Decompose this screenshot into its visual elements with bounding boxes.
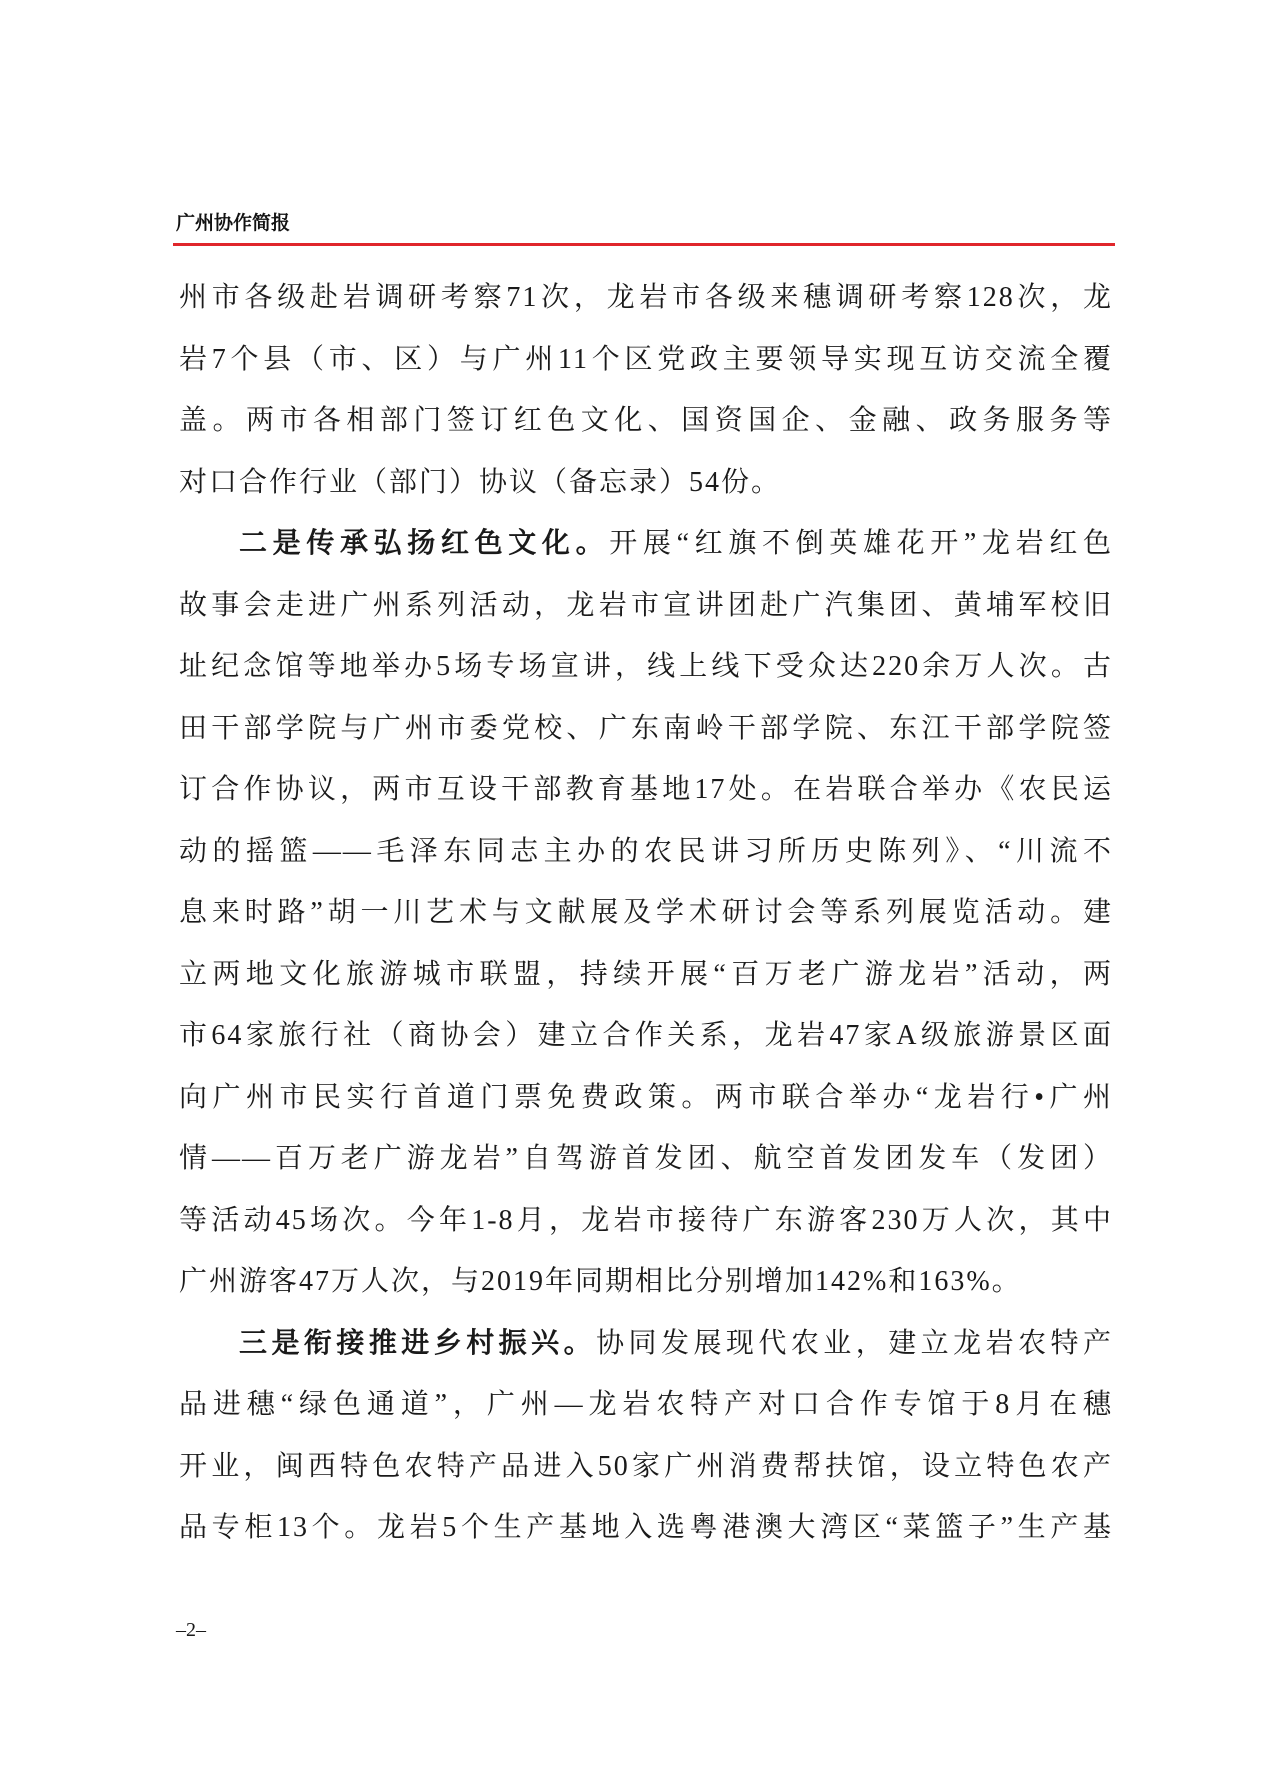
body-line: 开业，闽西特色农特产品进入50家广州消费帮扶馆，设立特色农产 [179,1450,1113,1482]
body-line: 田干部学院与广州市委党校、广东南岭干部学院、东江干部学院签 [179,712,1113,744]
body-line: 故事会走进广州系列活动，龙岩市宣讲团赴广汽集团、黄埔军校旧 [179,589,1113,621]
paragraph-first-line [179,513,1113,575]
body-line: 向广州市民实行首道门票免费政策。两市联合举办“龙岩行•广州 [179,1081,1113,1113]
body-line-text: 开展“红旗不倒英雄花开”龙岩红色 [609,528,1113,559]
body-line: 立两地文化旅游城市联盟，持续开展“百万老广游龙岩”活动，两 [179,958,1113,990]
body-line: 订合作协议，两市互设干部教育基地17处。在岩联合举办《农民运 [179,774,1113,805]
body-line: 盖。两市各相部门签订红色文化、国资国企、金融、政务服务等 [179,405,1113,436]
body-line: 市64家旅行社（商协会）建立合作关系，龙岩47家A级旅游景区面 [179,1020,1113,1051]
body-line: 动的摇篮——毛泽东同志主办的农民讲习所历史陈列》、“川流不 [179,835,1113,867]
body-line: 品专柜13个。龙岩5个生产基地入选粤港澳大湾区“菜篮子”生产基 [179,1512,1113,1543]
page-number: –2– [176,1619,206,1641]
body-line: 情——百万老广游龙岩”自驾游首发团、航空首发团发车（发团） [179,1143,1113,1174]
body-line: 岩7个县（市、区）与广州11个区党政主要领导实现互访交流全覆 [179,343,1113,375]
publication-title: 广州协作简报 [176,212,291,234]
header-divider [173,243,1115,246]
section-lead: 三是衔接推进乡村振兴。 [239,1327,597,1359]
document-body [179,267,1113,1559]
body-line: 州市各级赴岩调研考察71次，龙岩市各级来穗调研考察128次，龙 [179,282,1113,313]
section-lead: 二是传承弘扬红色文化。 [239,528,610,559]
body-line: 品进穗“绿色通道”，广州—龙岩农特产对口合作专馆于8月在穗 [179,1389,1113,1420]
body-line-text: 协同发展现代农业，建立龙岩农特产 [596,1327,1113,1359]
body-line: 对口合作行业（部门）协议（备忘录）54份。 [179,466,782,498]
body-line: 广州游客47万人次，与2019年同期相比分别增加142%和163%。 [179,1266,1022,1297]
paragraph-first-line [179,1313,1113,1375]
body-line: 址纪念馆等地举办5场专场宣讲，线上线下受众达220余万人次。古 [179,651,1113,682]
body-line: 等活动45场次。今年1-8月，龙岩市接待广东游客230万人次，其中 [179,1204,1113,1236]
body-line: 息来时路”胡一川艺术与文献展及学术研讨会等系列展览活动。建 [179,897,1113,928]
